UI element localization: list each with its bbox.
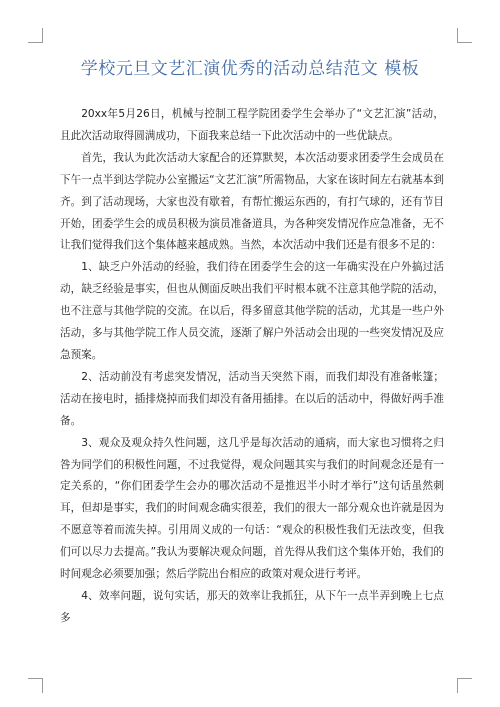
page-corner-mark-bottom-right	[457, 678, 472, 693]
page-corner-mark-top-left	[28, 28, 43, 43]
paragraph-issue-1: 1、缺乏户外活动的经验，我们待在团委学生会的这一年确实没在户外搞过活动，缺乏经验是事实，但也从侧面反映出我们平时根本就不注意其他学院的活动，也不注意与其他学院的交流。在以后，得多留意其他学院的活动，尤其是一些户外活动，多与其他学院工作人员交流，逐渐了解户外活动会出现的一些突发情况及应急预案。	[60, 261, 444, 361]
document-body	[60, 104, 444, 630]
paragraph-issue-3: 3、观众及观众持久性问题，这几乎是每次活动的通病，而大家也习惯将之归咎为同学们的积极性问题，不过我觉得，观众问题其实与我们的时间观念还是有一定关系的，“你们团委学生会办的哪次活动不是推迟半小时才举行”这句话虽然刺耳，但却是事实，我们的时间观念确实很差，我们的很大一部分观众也许就是因为不愿意等着而流失掉。引用周义成的一句话：“观众的积极性我们无法改变，但我们可以尽力去提高。”我认为要解决观众问题，首先得从我们这个集体开始，我们的时间观念必须要加强；然后学院出台相应的政策对观众进行考评。	[60, 436, 444, 581]
document-title: 学校元旦文艺汇演优秀的活动总结范文 模板	[80, 59, 420, 79]
paragraph-issue-2: 2、活动前没有考虑突发情况，活动当天突然下雨，而我们却没有准备帐篷；活动在接电时，插排烧掉而我们却没有备用插排。在以后的活动中，得做好两手准备。	[60, 370, 444, 427]
paragraph-issue-4: 4、效率问题，说句实话，那天的效率让我抓狂，从下午一点半弄到晚上七点多	[60, 589, 444, 624]
paragraph-intro: 20xx年5月26日，机械与控制工程学院团委学生会举办了“文艺汇演”活动，且此次活动取得圆满成功，下面我来总结一下此次活动中的一些优缺点。	[60, 108, 444, 142]
paragraph-cooperation: 首先，我认为此次活动大家配合的还算默契，本次活动要求团委学生会成员在下午一点半到达学院办公室搬运“文艺汇演”所需物品，大家在该时间左右就基本到齐。到了活动现场，大家也没有歇着，有帮忙搬运东西的，有打气球的，还有节目开始，团委学生会的成员积极为演员准备道具，为各种突发情况作应急准备，无不让我们觉得我们这个集体越来越成熟。当然，本次活动中我们还是有很多不足的：	[60, 151, 444, 252]
page-corner-mark-top-right	[457, 28, 472, 43]
page-corner-mark-bottom-left	[28, 678, 43, 693]
